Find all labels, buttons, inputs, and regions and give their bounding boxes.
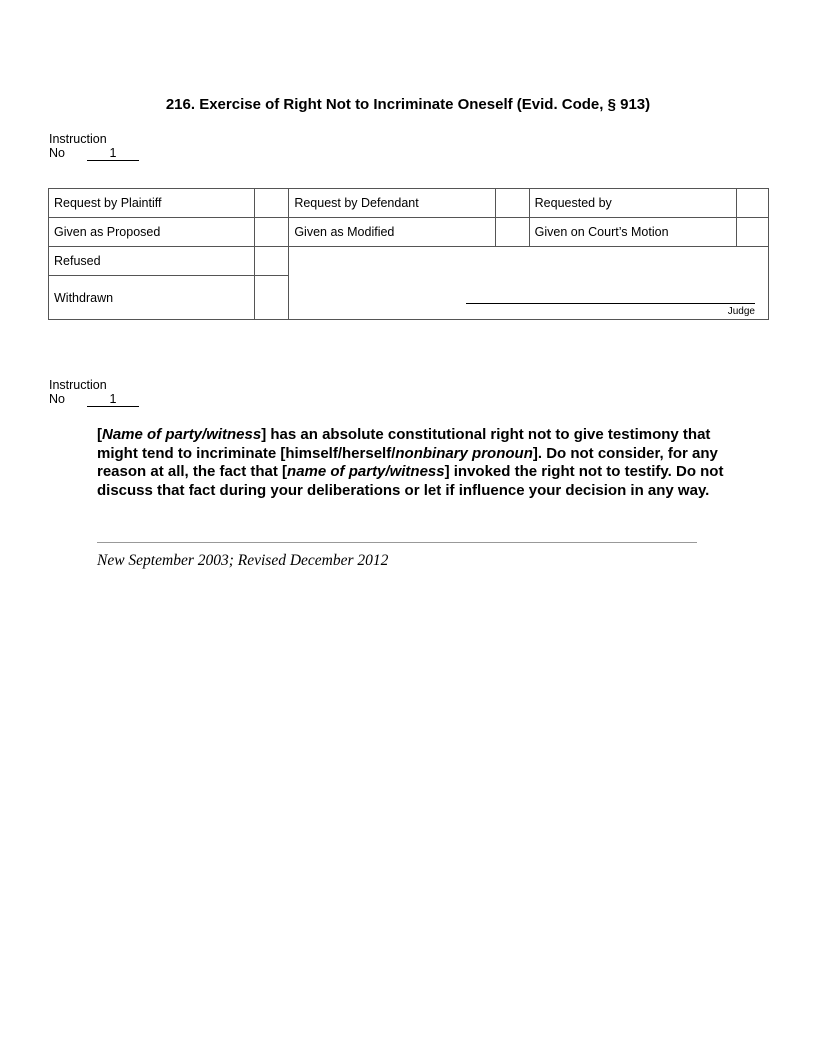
section-divider [97, 542, 697, 543]
instruction-number-block [49, 132, 139, 161]
given-as-proposed-checkbox[interactable] [255, 218, 289, 247]
instruction-label: Instruction [49, 378, 107, 392]
given-on-courts-motion-label: Given on Court’s Motion [529, 218, 736, 247]
request-by-plaintiff-checkbox[interactable] [255, 189, 289, 218]
request-by-defendant-label: Request by Defendant [289, 189, 495, 218]
request-by-defendant-checkbox[interactable] [495, 189, 529, 218]
instruction-no-label: No [49, 392, 65, 406]
instruction-number-block-2 [49, 378, 139, 407]
request-by-plaintiff-label: Request by Plaintiff [49, 189, 255, 218]
judge-signature-area [289, 247, 769, 320]
instruction-number: 1 [87, 393, 139, 407]
revision-history: New September 2003; Revised December 2012 [97, 552, 389, 569]
given-as-proposed-label: Given as Proposed [49, 218, 255, 247]
placeholder-nonbinary-pronoun: nonbinary pronoun [395, 444, 533, 462]
refused-label: Refused [49, 247, 255, 276]
requested-by-label: Requested by [529, 189, 736, 218]
instruction-no-label: No [49, 146, 65, 160]
page-title: 216. Exercise of Right Not to Incriminate Oneself (Evid. Code, § 913) [165, 96, 651, 113]
requested-by-checkbox[interactable] [736, 189, 768, 218]
judge-label: Judge [727, 306, 755, 317]
given-as-modified-checkbox[interactable] [495, 218, 529, 247]
withdrawn-label: Withdrawn [49, 276, 255, 320]
instruction-body: [Name of party/witness] has an absolute constitutional right not to give testimony that might tend to incriminate [himself/herself/nonbinary pronoun]. Do not consider, for any reason at all, the fact that [name of party/witness] invoked the right not to testify. Do not discuss that fact during your deliberations or let if influence your decision in any way. [97, 426, 724, 499]
given-on-courts-motion-checkbox[interactable] [736, 218, 768, 247]
placeholder-name-of-party-2: name of party/witness [287, 463, 445, 480]
instruction-label: Instruction [49, 132, 107, 146]
refused-checkbox[interactable] [255, 247, 289, 276]
judge-signature-line[interactable] [466, 303, 755, 304]
placeholder-name-of-party: Name of party/witness [102, 426, 262, 443]
instruction-number: 1 [87, 147, 139, 161]
given-as-modified-label: Given as Modified [289, 218, 495, 247]
request-table [48, 188, 769, 320]
withdrawn-checkbox[interactable] [255, 276, 289, 320]
